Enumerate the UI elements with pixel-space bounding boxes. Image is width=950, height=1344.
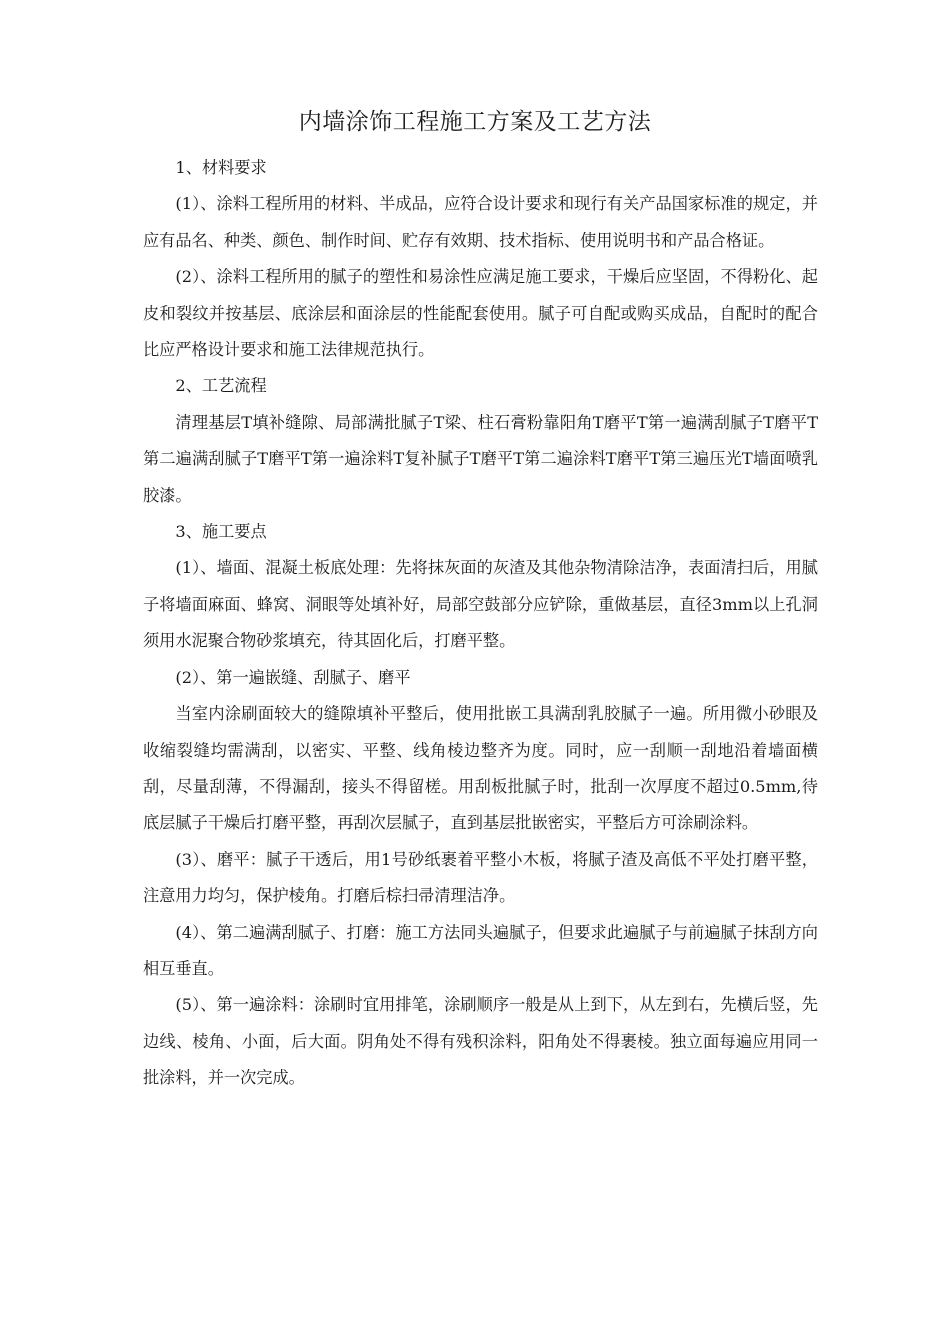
paragraph-process-flow: 清理基层T填补缝隙、局部满批腻子T梁、柱石膏粉靠阳角T磨平T第一遍满刮腻子T磨平T第二遍满刮腻子T磨平T第一遍涂料T复补腻子T磨平T第二遍涂料T磨平T第三遍压光T墙面喷乳胶漆。	[143, 412, 818, 505]
section-heading-process: 2、工艺流程	[175, 376, 267, 396]
paragraph-point-2-body: 当室内涂刷面较大的缝隙填补平整后，使用批嵌工具满刮乳胶腻子一遍。所用微小砂眼及收缩裂缝均需满刮，以密实、平整、线角棱边整齐为度。同时，应一刮顺一刮地沿着墙面横刮，尽量刮薄，不得漏刮，接头不得留槎。用刮板批腻子时，批刮一次厚度不超过0.5mm,待底层腻子干燥后打磨平整，再刮次层腻子，直到基层批嵌密实，平整后方可涂刷涂料。	[143, 704, 818, 833]
paragraph-point-4: (4）、第二遍满刮腻子、打磨：施工方法同头遍腻子，但要求此遍腻子与前遍腻子抹刮方向相互垂直。	[143, 922, 818, 978]
section-heading-key-points: 3、施工要点	[175, 522, 267, 542]
section-heading-materials: 1、材料要求	[175, 158, 267, 177]
paragraph-materials-1: (1）、涂料工程所用的材料、半成品，应符合设计要求和现行有关产品国家标准的规定，并应有品名、种类、颜色、制作时间、贮存有效期、技术指标、使用说明书和产品合格证。	[143, 194, 818, 250]
paragraph-point-2-heading: (2）、第一遍嵌缝、刮腻子、磨平	[175, 667, 411, 687]
document-title: 内墙涂饰工程施工方案及工艺方法	[298, 109, 652, 135]
paragraph-point-1: (1）、墙面、混凝土板底处理：先将抹灰面的灰渣及其他杂物清除洁净，表面清扫后，用腻子将墙面麻面、蜂窝、洞眼等处填补好，局部空鼓部分应铲除，重做基层，直径3mm以上孔洞须用水泥聚合物砂浆填充，待其固化后，打磨平整。	[143, 558, 818, 651]
paragraph-materials-2: (2）、涂料工程所用的腻子的塑性和易涂性应满足施工要求，干燥后应坚固，不得粉化、起皮和裂纹并按基层、底涂层和面涂层的性能配套使用。腻子可自配或购买成品，自配时的配合比应严格设计要求和施工法律规范执行。	[143, 267, 818, 360]
document-body	[143, 150, 818, 1097]
paragraph-point-3: (3）、磨平：腻子干透后，用1号砂纸裹着平整小木板，将腻子渣及高低不平处打磨平整，注意用力均匀，保护棱角。打磨后棕扫帚清理洁净。	[143, 849, 818, 906]
paragraph-point-5: (5）、第一遍涂料：涂刷时宜用排笔，涂刷顺序一般是从上到下，从左到右，先横后竖，先边线、棱角、小面，后大面。阴角处不得有残积涂料，阳角处不得裹棱。独立面每遍应用同一批涂料，并一次完成。	[143, 995, 818, 1088]
